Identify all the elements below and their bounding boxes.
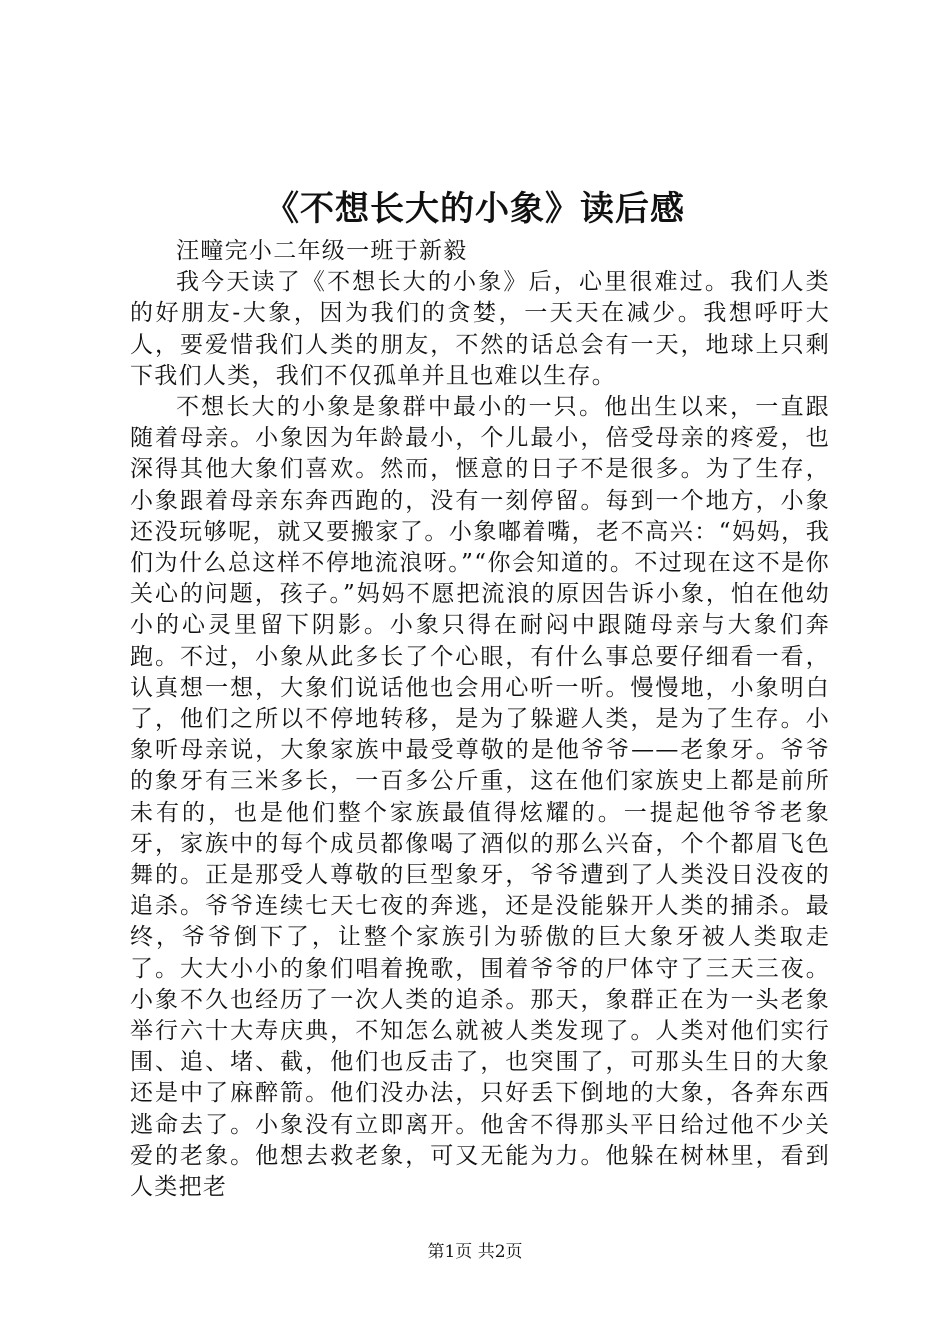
paragraph-1: 我今天读了《不想长大的小象》后，心里很难过。我们人类的好朋友-大象，因为我们的贪婪，一天天在减少。我想呼吁大人，要爱惜我们人类的朋友，不然的话总会有一天，地球上只剩下我们人类，我们不仅孤单并且也难以生存。 bbox=[130, 269, 830, 389]
author-line: 汪疃完小二年级一班于新毅 bbox=[176, 238, 468, 264]
article-body bbox=[130, 236, 830, 1203]
paragraph-2: 不想长大的小象是象群中最小的一只。他出生以来，一直跟随着母亲。小象因为年龄最小，个儿最小，倍受母亲的疼爱，也深得其他大象们喜欢。然而，惬意的日子不是很多。为了生存，小象跟着母亲东奔西跑的，没有一刻停留。每到一个地方，小象还没玩够呢，就又要搬家了。小象嘟着嘴，老不高兴：“妈妈，我们为什么总这样不停地流浪呀。”“你会知道的。不过现在这不是你关心的问题，孩子。”妈妈不愿把流浪的原因告诉小象，怕在他幼小的心灵里留下阴影。小象只得在耐闷中跟随母亲与大象们奔跑。不过，小象从此多长了个心眼，有什么事总要仔细看一看，认真想一想，大象们说话他也会用心听一听。慢慢地，小象明白了，他们之所以不停地转移，是为了躲避人类，是为了生存。小象听母亲说，大象家族中最受尊敬的是他爷爷——老象牙。爷爷的象牙有三米多长，一百多公斤重，这在他们家族史上都是前所未有的，也是他们整个家族最值得炫耀的。一提起他爷爷老象牙，家族中的每个成员都像喝了酒似的那么兴奋，个个都眉飞色舞的。正是那受人尊敬的巨型象牙，爷爷遭到了人类没日没夜的追杀。爷爷连续七天七夜的奔逃，还是没能躲开人类的捕杀。最终，爷爷倒下了，让整个家族引为骄傲的巨大象牙被人类取走了。大大小小的象们唱着挽歌，围着爷爷的尸体守了三天三夜。小象不久也经历了一次人类的追杀。那天，象群正在为一头老象举行六十大寿庆典，不知怎么就被人类发现了。人类对他们实行围、追、堵、截，他们也反击了，也突围了，可那头生日的大象还是中了麻醉箭。他们没办法，只好丢下倒地的大象，各奔东西逃命去了。小象没有立即离开。他舍不得那头平日给过他不少关爱的老象。他想去救老象，可又无能为力。他躲在树林里，看到人类把老 bbox=[130, 394, 830, 1201]
page-footer: 第1页 共2页 bbox=[427, 1242, 523, 1262]
page-title: 《不想长大的小象》读后感 bbox=[265, 189, 685, 229]
